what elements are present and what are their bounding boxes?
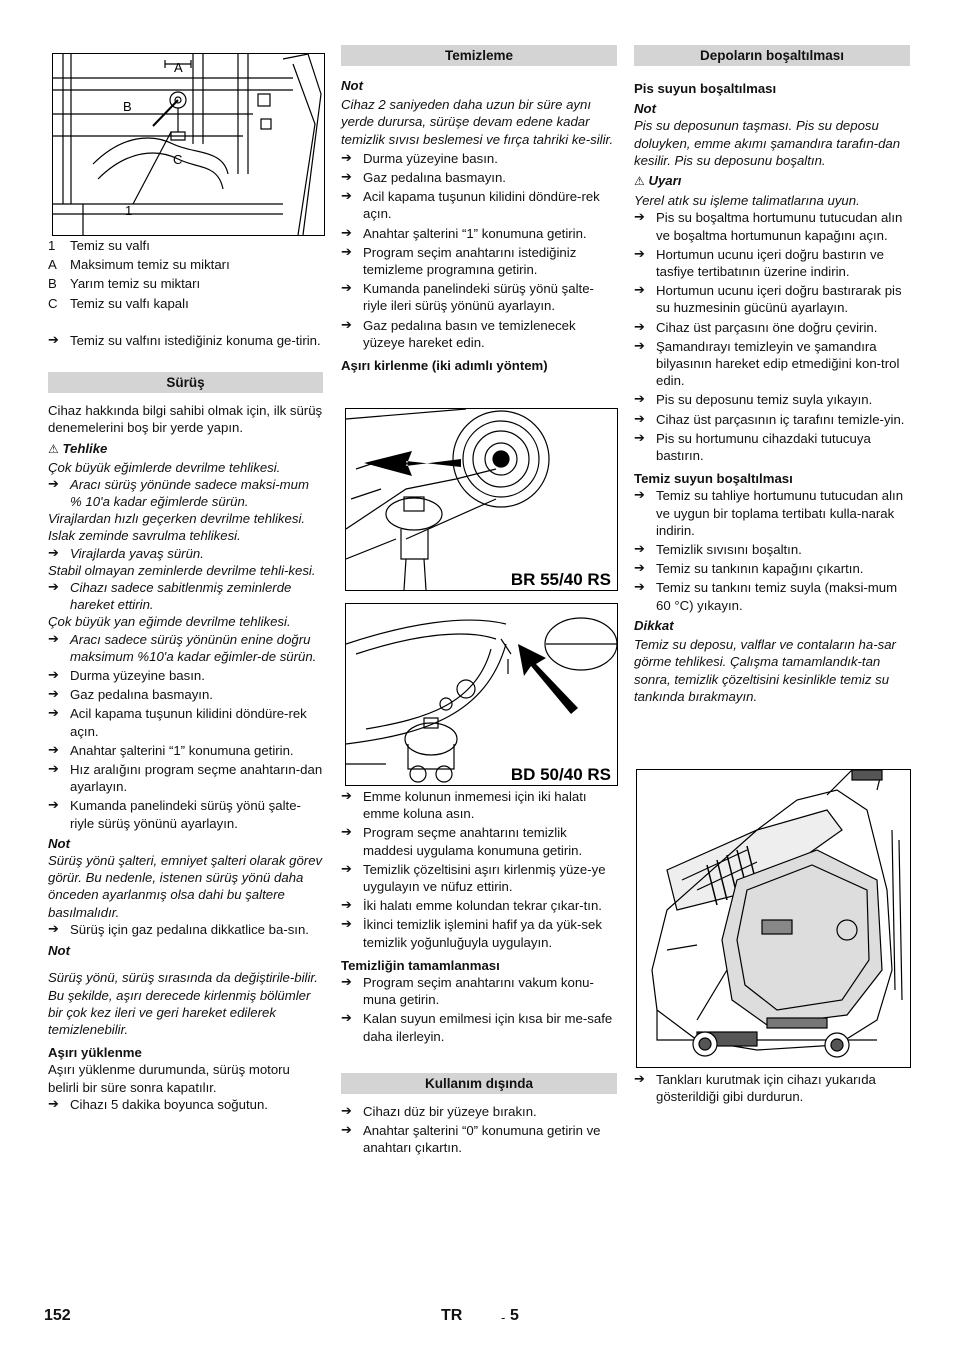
warning-icon: ⚠ (634, 174, 645, 189)
danger-text: Virajlardan hızlı geçerken devrilme tehlikesi. Islak zeminde savrulma tehlikesi. (48, 511, 306, 544)
step: ➔ Kumanda panelindeki sürüş yönü şalte-riyle ileri sürüş yönünü ayarlayın. (341, 280, 617, 314)
danger-text: Çok büyük yan eğimde devrilme tehlikesi. (48, 614, 291, 630)
step: ➔ Temizlik sıvısını boşaltın. (634, 541, 910, 558)
section-page-number: 5 (510, 1307, 519, 1324)
legend-item: B Yarım temiz su miktarı (48, 276, 201, 292)
column-3 (634, 0, 910, 1105)
note-label: Not (48, 835, 70, 851)
section-title-temizleme: Temizleme (341, 45, 617, 66)
outofuse-steps (341, 1103, 617, 1157)
step: ➔ Pis su boşaltma hortumunu tutucudan alın ve boşaltma hortumunun kapağını açın. (634, 209, 910, 243)
step: ➔ Gaz pedalına basmayın. (341, 169, 617, 186)
step: ➔ Durma yüzeyine basın. (48, 667, 323, 684)
overload-title: Aşırı yüklenme (48, 1045, 142, 1061)
legend-item: 1 Temiz su valfı (48, 238, 150, 253)
step: ➔ Pis su hortumunu cihazdaki tutucuya bastırın. (634, 430, 910, 464)
danger-text: Çok büyük eğimlerde devrilme tehlikesi. (48, 459, 281, 475)
figure-label-bd: BD 50/40 RS (510, 765, 611, 784)
legend-item: A Maksimum temiz su miktarı (48, 257, 230, 273)
warning-heading: ⚠ Uyarı (634, 173, 682, 189)
danger-step: ➔ Virajlarda yavaş sürün. (48, 545, 323, 562)
step: ➔ Pis su deposunu temiz suyla yıkayın. (634, 391, 910, 408)
step: ➔ Anahtar şalterini “1” konumuna getirin. (341, 225, 617, 242)
label-b: B (123, 99, 132, 114)
step-valve: ➔ Temiz su valfını istediğiniz konuma ge-tirin. (48, 332, 323, 349)
br-drawing (346, 409, 617, 590)
column-1 (48, 0, 323, 1112)
step: ➔ Temiz su tankının kapağını çıkartın. (634, 560, 910, 577)
note-label: Not (48, 943, 70, 959)
dirty-title: Pis suyun boşaltılması (634, 81, 777, 96)
step: ➔ Şamandırayı temizleyin ve şamandıra bilyasının hareket edip etmediğini kon-trol edin. (634, 338, 910, 390)
caution-label: Dikkat (634, 617, 674, 633)
label-1: 1 (125, 203, 133, 218)
heavy-title: Aşırı kirlenme (iki adımlı yöntem) (341, 358, 548, 374)
bd-drawing (346, 604, 617, 785)
language-code: TR (441, 1307, 463, 1324)
note-label: Not (341, 78, 363, 93)
step: ➔ Hız aralığını program seçme anahtarın-dan ayarlayın. (48, 761, 323, 795)
warning-text: Yerel atık su işleme talimatlarına uyun. (634, 193, 860, 209)
danger-text: Stabil olmayan zeminlerde devrilme tehli-kesi. (48, 562, 316, 578)
label-a: A (174, 60, 183, 75)
step: ➔ Emme kolunun inmemesi için iki halatı emme koluna asın. (341, 788, 617, 822)
step: ➔ Temiz su tankını temiz suyla (maksi-mum 60 °C) yıkayın. (634, 579, 910, 613)
figure-label-br: BR 55/40 RS (510, 570, 611, 589)
heavy-steps (341, 788, 617, 1045)
section-title-surus: Sürüş (48, 372, 323, 393)
step: ➔ Kumanda panelindeki sürüş yönü şalte-riyle sürüş yönünü ayarlayın. (48, 797, 323, 831)
step: ➔ Acil kapama tuşunun kilidini döndüre-rek açın. (48, 705, 323, 739)
step: ➔ Durma yüzeyine basın. (341, 150, 617, 167)
step: ➔ Gaz pedalına basmayın. (48, 686, 323, 703)
note-text: Cihaz 2 saniyeden daha uzun bir süre aynı yerde durursa, sürüşe devam edene kadar temizlik sıvısı beslemesi ve fırça tahriki ke-silir. (341, 97, 614, 147)
figure-bd (345, 603, 618, 786)
page-number: 152 (44, 1307, 71, 1324)
section-title-kullanim-disinda: Kullanım dışında (341, 1073, 617, 1094)
valve-figure (52, 53, 325, 236)
step: ➔ Gaz pedalına basın ve temizlenecek yüzeye hareket edin. (341, 317, 617, 351)
step: ➔ Hortumun ucunu içeri doğru bastırarak pis su huzmesinin gücünü ayarlayın. (634, 282, 910, 316)
step: ➔ Hortumun ucunu içeri doğru bastırın ve tasfiye tertibatının üzerine indirin. (634, 246, 910, 280)
footer-separator: - (501, 1310, 506, 1325)
caution-text: Temiz su deposu, valflar ve contaların ha-sar görme tehlikesi. Çalışma tamamlandık-tan sonra, temizlik çözeltisini kesinlikle temiz su tankında bırakmayın. (634, 637, 896, 704)
danger-step: ➔ Cihazı sadece sabitlenmiş zeminlerde hareket ettirin. (48, 579, 323, 613)
danger-step: ➔ Aracı sürüş yönünde sadece maksi-mum % 10'a kadar eğimlerde sürün. (48, 476, 323, 510)
step: ➔ Temizlik çözeltisini aşırı kirlenmiş yüze-ye uygulayın ve nüfuz ettirin. (341, 861, 617, 895)
finish-title: Temizliğin tamamlanması (341, 957, 500, 973)
note-label: Not (634, 101, 656, 117)
step: ➔ Kalan suyun emilmesi için kısa bir me-safe daha ilerleyin. (341, 1010, 617, 1044)
step: ➔ Cihaz üst parçasını öne doğru çevirin. (634, 319, 910, 336)
step: ➔ Cihazı düz bir yüzeye bırakın. (341, 1103, 617, 1120)
step: ➔ Program seçim anahtarını vakum konu-muna getirin. (341, 974, 617, 1008)
dirty-body (634, 80, 910, 705)
note-text: Sürüş yönü şalteri, emniyet şalteri olarak görev görür. Bu nedenle, istenen sürüş yönü daha önceden ayarlanmış olsa dahi bu şaltere basılmalıdır. (48, 853, 323, 920)
section-title-depolar: Depoların boşaltılması (634, 45, 910, 66)
danger-step: ➔ Aracı sadece sürüş yönünün enine doğru maksimum %10'a kadar eğimler-de sürün. (48, 631, 323, 665)
surus-intro: Cihaz hakkında bilgi sahibi olmak için, ilk sürüş denemelerini boş bir yerde yapın. (48, 403, 323, 436)
machine-drawing (637, 770, 910, 1067)
label-c: C (173, 152, 183, 167)
step: ➔ Program seçim anahtarını istediğiniz temizleme programına getirin. (341, 244, 617, 278)
danger-heading: ⚠ Tehlike (48, 441, 108, 457)
figure-br (345, 408, 618, 591)
step: ➔ İki halatı emme kolundan tekrar çıkar-tın. (341, 897, 617, 914)
step: ➔ Program seçme anahtarını temizlik maddesi uygulama konumuna getirin. (341, 824, 617, 858)
step: ➔ İkinci temizlik işlemini hafif ya da yük-sek temizlik yoğunluğuyla uygulayın. (341, 916, 617, 950)
valve-drawing (53, 54, 324, 235)
step: ➔ Anahtar şalterini “0” konumuna getirin ve anahtarı çıkartın. (341, 1122, 617, 1156)
legend-item: C Temiz su valfı kapalı (48, 295, 189, 311)
note-step: ➔ Sürüş için gaz pedalına dikkatlice ba-sın. (48, 921, 323, 938)
overload-step: ➔ Cihazı 5 dakika boyunca soğutun. (48, 1096, 323, 1113)
note-text: Sürüş yönü, sürüş sırasında da değiştirile-bilir. Bu şekilde, aşırı derecede kirlenmiş bölümler bir çok kez ileri ve geri hareket edilerek temizlenebilir. (48, 970, 318, 1037)
step: ➔ Acil kapama tuşunun kilidini döndüre-rek açın. (341, 188, 617, 222)
final-step: ➔ Tankları kurutmak için cihazı yukarıda gösterildiği gibi durdurun. (634, 1071, 910, 1105)
overload-text: Aşırı yüklenme durumunda, sürüş motoru belirli bir süre sonra kapatılır. (48, 1062, 290, 1095)
step: ➔ Anahtar şalterini “1” konumuna getirin. (48, 742, 323, 759)
step: ➔ Temiz su tahliye hortumunu tutucudan alın ve uygun bir toplama tertibatı kulla-narak indirin. (634, 487, 910, 539)
step: ➔ Cihaz üst parçasının iç tarafını temizle-yin. (634, 411, 910, 428)
warning-icon: ⚠ (48, 442, 59, 457)
note-text: Pis su deposunun taşması. Pis su deposu doluyken, emme akımı şamandıra tarafın-dan kesilir. Pis su deposunu boşaltın. (634, 118, 901, 168)
machine-figure (636, 769, 911, 1068)
temizleme-body (341, 77, 617, 374)
clean-title: Temiz suyun boşaltılması (634, 471, 793, 487)
surus-body (48, 402, 323, 1113)
figure-legend (48, 237, 323, 312)
